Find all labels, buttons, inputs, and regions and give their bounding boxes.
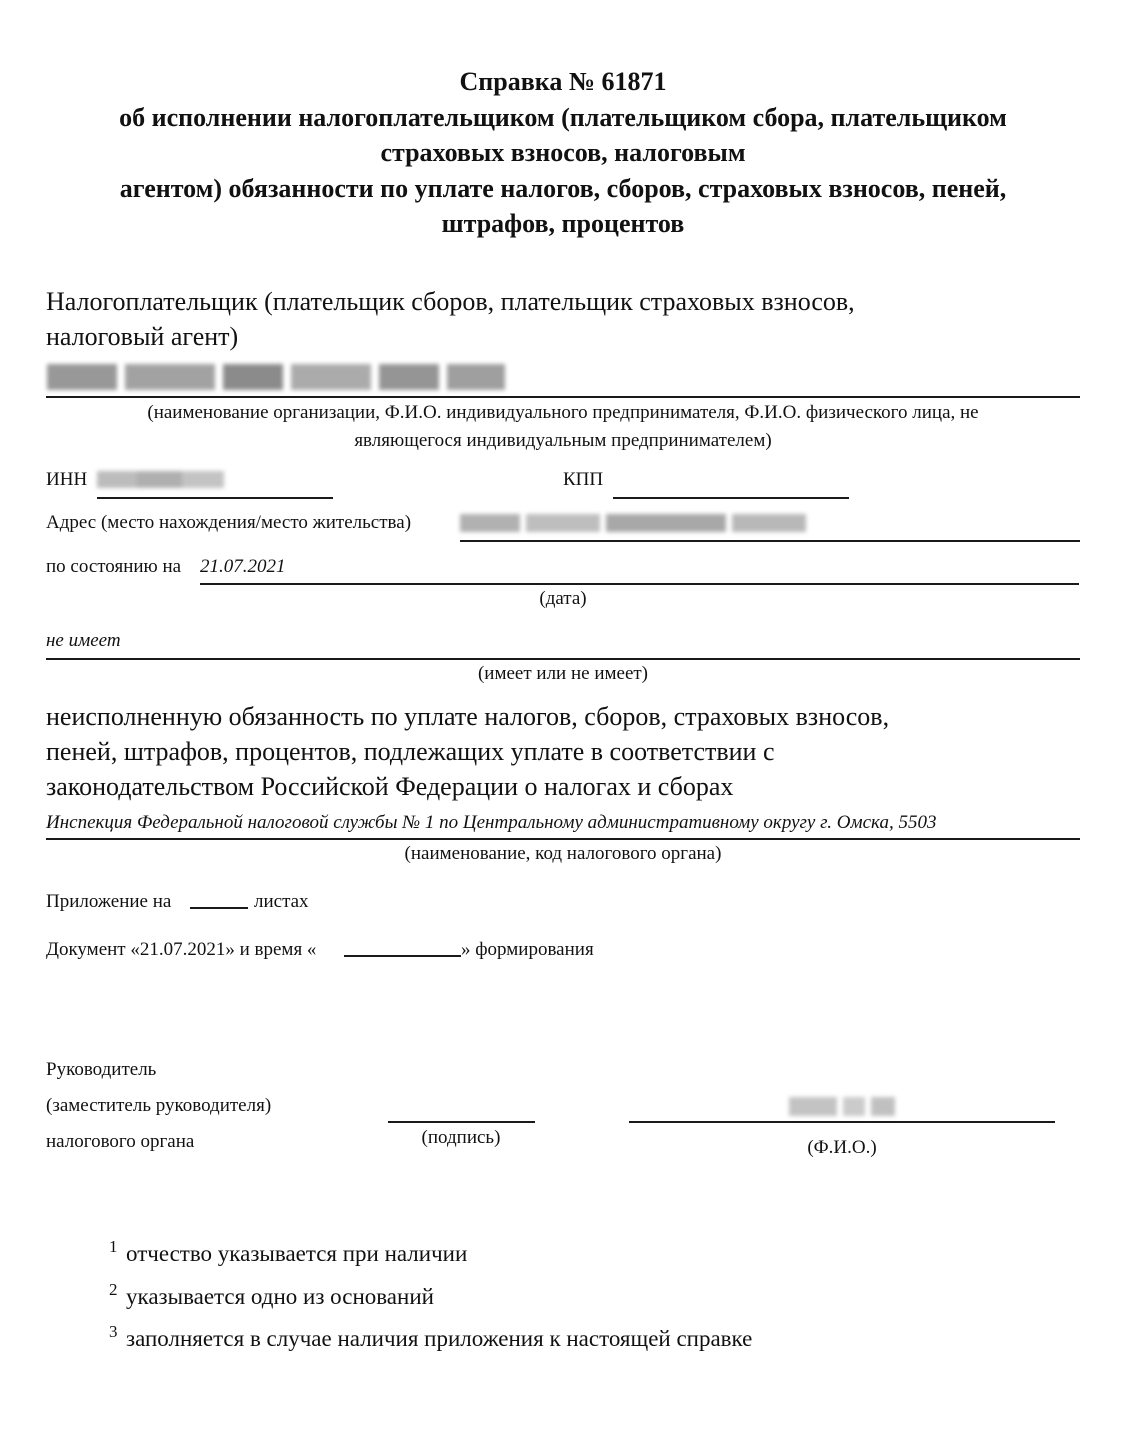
- tax-authority-caption: (наименование, код налогового органа): [404, 843, 722, 864]
- head-line-1: Руководитель: [46, 1059, 157, 1080]
- signature-caption: (подпись): [421, 1127, 501, 1148]
- inn-value-redacted: [97, 471, 224, 488]
- attachment-suffix: листах: [254, 891, 309, 912]
- has-debt-value: не имеет: [46, 630, 121, 651]
- title-line-1: Справка № 61871: [459, 67, 667, 96]
- taxpayer-caption: [46, 399, 1080, 455]
- taxpayer-caption-line-2: являющегося индивидуальным предпринимателем): [354, 430, 772, 451]
- document-time-line: [344, 955, 461, 957]
- head-line-2: (заместитель руководителя): [46, 1095, 272, 1116]
- attachment-sheets-line: [190, 907, 248, 909]
- footnote-1-mark: 1: [109, 1237, 118, 1256]
- signature-line: [388, 1121, 535, 1123]
- title-line-4: агентом) обязанности по уплате налогов, сборов, страховых взносов, пеней,: [119, 173, 1007, 203]
- has-debt-caption: (имеет или не имеет): [477, 663, 649, 684]
- attachment-prefix: Приложение на: [46, 891, 172, 912]
- taxpayer-name-line: [46, 396, 1080, 398]
- official-name-caption: (Ф.И.О.): [807, 1137, 877, 1158]
- address-line: [460, 540, 1080, 542]
- tax-authority-line: [46, 838, 1080, 840]
- footnote-2-text: указывается одно из оснований: [126, 1284, 434, 1309]
- head-of-authority: [46, 1052, 271, 1160]
- obligation-line-2: пеней, штрафов, процентов, подлежащих уплате в соответствии с: [46, 737, 775, 766]
- official-name-redacted: [789, 1097, 895, 1116]
- taxpayer-label-line-1: Налогоплательщик (плательщик сборов, плательщик страховых взносов,: [46, 287, 855, 316]
- status-date-value: 21.07.2021: [200, 556, 286, 577]
- obligation-text: [46, 699, 889, 804]
- document-prefix: Документ «21.07.2021» и время «: [46, 939, 317, 960]
- head-line-3: налогового органа: [46, 1131, 195, 1152]
- status-date-line: [200, 583, 1079, 585]
- has-debt-line: [46, 658, 1080, 660]
- inn-line: [97, 497, 333, 499]
- footnote-2-mark: 2: [109, 1280, 118, 1299]
- inn-label: ИНН: [46, 469, 88, 490]
- status-date-caption: (дата): [539, 588, 587, 609]
- footnote-3-text: заполняется в случае наличия приложения к настоящей справке: [126, 1326, 753, 1351]
- footnote-1-text: отчество указывается при наличии: [126, 1241, 468, 1266]
- title-line-5: штрафов, процентов: [441, 209, 685, 238]
- kpp-label: КПП: [563, 469, 604, 490]
- kpp-line: [613, 497, 849, 499]
- certificate-title: [40, 64, 1086, 242]
- taxpayer-name-redacted: [47, 364, 505, 390]
- taxpayer-label-line-2: налоговый агент): [46, 322, 239, 351]
- footnote-3-mark: 3: [109, 1322, 118, 1341]
- title-line-2: об исполнении налогоплательщиком (плательщиком сбора, плательщиком: [119, 102, 1007, 132]
- obligation-line-1: неисполненную обязанность по уплате налогов, сборов, страховых взносов,: [46, 702, 890, 731]
- taxpayer-caption-line-1: (наименование организации, Ф.И.О. индивидуального предпринимателя, Ф.И.О. физического лица, не: [147, 402, 979, 423]
- official-name-line: [629, 1121, 1055, 1123]
- tax-authority-value: Инспекция Федеральной налоговой службы № 1 по Центральному административному округу г. Омска, 5503: [46, 812, 937, 833]
- status-date-label: по состоянию на: [46, 556, 182, 577]
- address-label: Адрес (место нахождения/место жительства): [46, 512, 412, 533]
- obligation-line-3: законодательством Российской Федерации о налогах и сборах: [46, 772, 734, 801]
- taxpayer-label: [46, 284, 855, 354]
- title-line-3: страховых взносов, налоговым: [380, 138, 746, 167]
- document-suffix: » формирования: [461, 939, 594, 960]
- address-value-redacted: [460, 514, 806, 532]
